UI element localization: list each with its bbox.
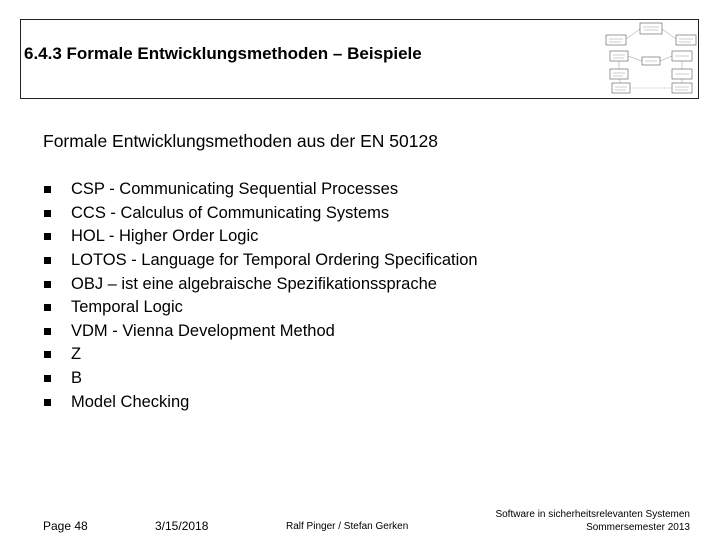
footer-course-semester: Sommersemester 2013 [586,522,690,533]
footer-course [495,508,690,534]
list-item-text: OBJ – ist eine algebraische Spezifikationssprache [71,274,437,293]
method-list [43,178,478,414]
square-bullet-icon [44,328,51,335]
footer-course-title: Software in sicherheitsrelevanten Systemen [495,509,690,520]
list-item [43,225,478,249]
square-bullet-icon [44,304,51,311]
list-item-text: CCS - Calculus of Communicating Systems [71,203,390,222]
square-bullet-icon [44,210,51,217]
list-item [43,249,478,273]
list-item [43,296,478,320]
slide-subtitle: Formale Entwicklungsmethoden aus der EN 50128 [43,131,438,151]
list-item-text: LOTOS - Language for Temporal Ordering Specification [71,251,478,270]
list-item-text: CSP - Communicating Sequential Processes [71,180,399,199]
list-item [43,202,478,226]
square-bullet-icon [44,351,51,358]
square-bullet-icon [44,375,51,382]
square-bullet-icon [44,233,51,240]
list-item-text: Z [71,345,82,364]
list-item [43,390,478,414]
square-bullet-icon [44,399,51,406]
footer-authors: Ralf Pinger / Stefan Gerken [286,521,409,532]
list-item-text: HOL - Higher Order Logic [71,227,259,246]
slide-title: 6.4.3 Formale Entwicklungsmethoden – Beispiele [24,44,422,63]
list-item [43,367,478,391]
list-item-text: VDM - Vienna Development Method [71,321,335,340]
square-bullet-icon [44,257,51,264]
list-item [43,178,478,202]
list-item-text: Temporal Logic [71,298,183,317]
list-item-text: B [71,369,83,388]
square-bullet-icon [44,186,51,193]
square-bullet-icon [44,281,51,288]
footer-date: 3/15/2018 [155,519,209,533]
list-item [43,320,478,344]
list-item [43,272,478,296]
list-item [43,343,478,367]
list-item-text: Model Checking [71,392,190,411]
footer-page-number: Page 48 [43,519,88,533]
process-diagram-thumbnail [604,21,698,97]
